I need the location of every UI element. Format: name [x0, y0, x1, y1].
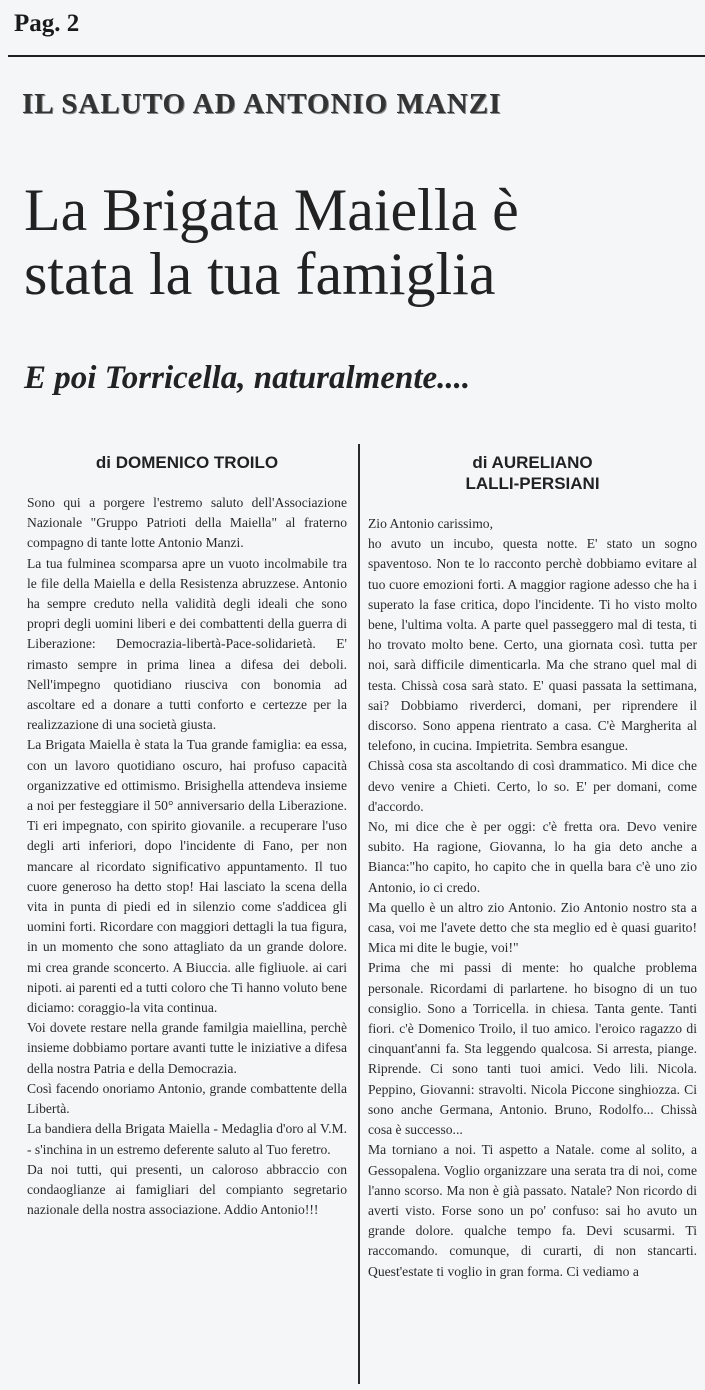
right-byline-line-2: LALLI-PERSIANI: [465, 474, 600, 493]
right-byline-line-1: di AURELIANO: [472, 453, 593, 472]
headline-line-2: stata la tua famiglia: [24, 241, 496, 307]
right-paragraph: Prima che mi passi di mente: ho qualche problema personale. Ricordami di parlartene. ho bisogno di un tuo consiglio. Sono a Torricella. in chiesa. Tanta gente. Tanti fiori. c'è Domenico Troilo, il tuo amico. l'eroico ragazzo di cinquant'anni fa. Sta leggendo qualcosa. Si arresta, piange. Riprende. Ci sono tanti tuoi amici. Vedo lili. Nicola. Peppino, Giovanni: stravolti. Nicola Piccone singhiozza. Ci sono anche Germana, Antonio. Bruno, Rodolfo... Chissà cosa è successo...: [368, 960, 697, 1138]
article-kicker: IL SALUTO AD ANTONIO MANZI: [22, 88, 502, 120]
left-paragraph: La tua fulminea scomparsa apre un vuoto incolmabile tra le file della Maiella e della Resistenza abruzzese. Antonio ha sempre creduto nella validità degli ideali che sono propri degli uomini liberi e dei combattenti della guerra di Liberazione: Democrazia-libertà-Pace-solidarietà. E' rimasto sempre in prima linea a difesa dei deboli. Nell'impegno quotidiano riusciva con bonomia ad ascoltare ed a donare a tutti conforto e certezze per la realizzazione di una società giusta.: [27, 555, 347, 733]
headline-line-1: La Brigata Maiella è: [24, 177, 519, 243]
left-column: [27, 452, 347, 1220]
right-column: [368, 452, 697, 1282]
right-paragraph: No, mi dice che è per oggi: c'è fretta ora. Devo venire subito. Ha ragione, Giovanna, lo ha gia deto anche a Bianca:"ho capito, ho capito che in quella bara c'è uno zio Antonio, io ci credo.: [368, 819, 697, 895]
page-number: Pag. 2: [14, 10, 80, 37]
left-paragraph: Voi dovete restare nella grande familgia maiellina, perchè insieme dobbiamo portare avanti tutte le iniziative a difesa della nostra Patria e della Democrazia.: [27, 1020, 347, 1076]
article-headline: [24, 178, 704, 306]
left-paragraph: Sono qui a porgere l'estremo saluto dell'Associazione Nazionale "Gruppo Patrioti della Maiella" al fraterno compagno di tante lotte Antonio Manzi.: [27, 495, 347, 551]
left-paragraph: La bandiera della Brigata Maiella - Medaglia d'oro al V.M. - s'inchina in un estremo deferente saluto al Tuo feretro.: [27, 1121, 347, 1157]
right-paragraph: Zio Antonio carissimo,: [368, 516, 493, 531]
right-paragraph: ho avuto un incubo, questa notte. E' stato un sogno spaventoso. Non te lo racconto perchè dobbiamo evitare al tuo cuore emozioni forti. A maggior ragione adesso che ha i superato la fase critica, dopo l'incidente. Ti ho visto molto bene, l'ultima volta. A parte quel passeggero mal di testa, ti ho trovato molto bene. Certo, una giornata così. tutta per noi, sarà difficile dimenticarla. Ma che strano quel mal di testa. Chissà cosa sarà stato. E' quasi passata la settimana, sai? Dobbiamo riverderci, domani, per riprendere il discorso. Sono appena rientrato a casa. C'è Margherita al telefono, in cucina. Impietrita. Sembra esangue.: [368, 536, 697, 754]
column-divider: [358, 444, 360, 1384]
right-paragraph: Ma torniano a noi. Ti aspetto a Natale. come al solito, a Gessopalena. Voglio organizzare una serata tra di noi, come l'anno scorso. Ma non è già passato. Natale? Non ricordo di averti visto. Forse sono un po' confuso: sai ho avuto un grande dolore. qualche tempo fa. Devi scusarmi. Ti raccomando. comunque, di curarti, di non stancarti. Quest'estate ti voglio in gran forma. Ci vediamo a: [368, 1142, 697, 1279]
left-byline: di DOMENICO TROILO: [95, 453, 279, 472]
right-byline: [368, 452, 697, 494]
article-subheadline: E poi Torricella, naturalmente....: [24, 360, 471, 396]
header-rule: [8, 55, 705, 57]
left-paragraph: La Brigata Maiella è stata la Tua grande famiglia: ea essa, con un lavoro quotidiano oscuro, hai profuso capacità organizzative ed ottimismo. Brisighella attendeva insieme a noi per festeggiare il 50° anniversario della Liberazione. Ti eri impegnato, con spirito giovanile. a recuperare l'uso degli arti inferiori, dopo l'incidente di Fano, per non mancare al ricordato significativo appuntamento. Il tuo cuore generoso ha detto stop! Hai lasciato la scena della vita in punta di piedi ed in silenzio come s'addicea gli uomini forti. Ricordare con maggiori dettagli la tua figura, in un momento che sono attagliato da un grande dolore. mi crea grande sconcerto. A Biuccia. alle figliuole. ai cari nipoti. ai parenti ed a tutti coloro che Ti hanno voluto bene diciamo: coraggio-la vita continua.: [27, 737, 347, 1016]
right-paragraph: Ma quello è un altro zio Antonio. Zio Antonio nostro sta a casa, voi me l'avete detto che sta meglio ed è quasi guarito! Mica mi dite le bugie, voi!": [368, 899, 697, 956]
left-paragraph: Da noi tutti, qui presenti, un caloroso abbraccio con condaoglianze ai famigliari del compianto segretario nazionale della nostra associazione. Addio Antonio!!!: [27, 1161, 347, 1218]
right-paragraph: Chissà cosa sta ascoltando di così drammatico. Mi dice che devo venire a Chieti. Certo, lo so. E' per domani, come d'accordo.: [368, 758, 697, 814]
left-paragraph: Così facendo onoriamo Antonio, grande combattente della Libertà.: [27, 1080, 347, 1117]
